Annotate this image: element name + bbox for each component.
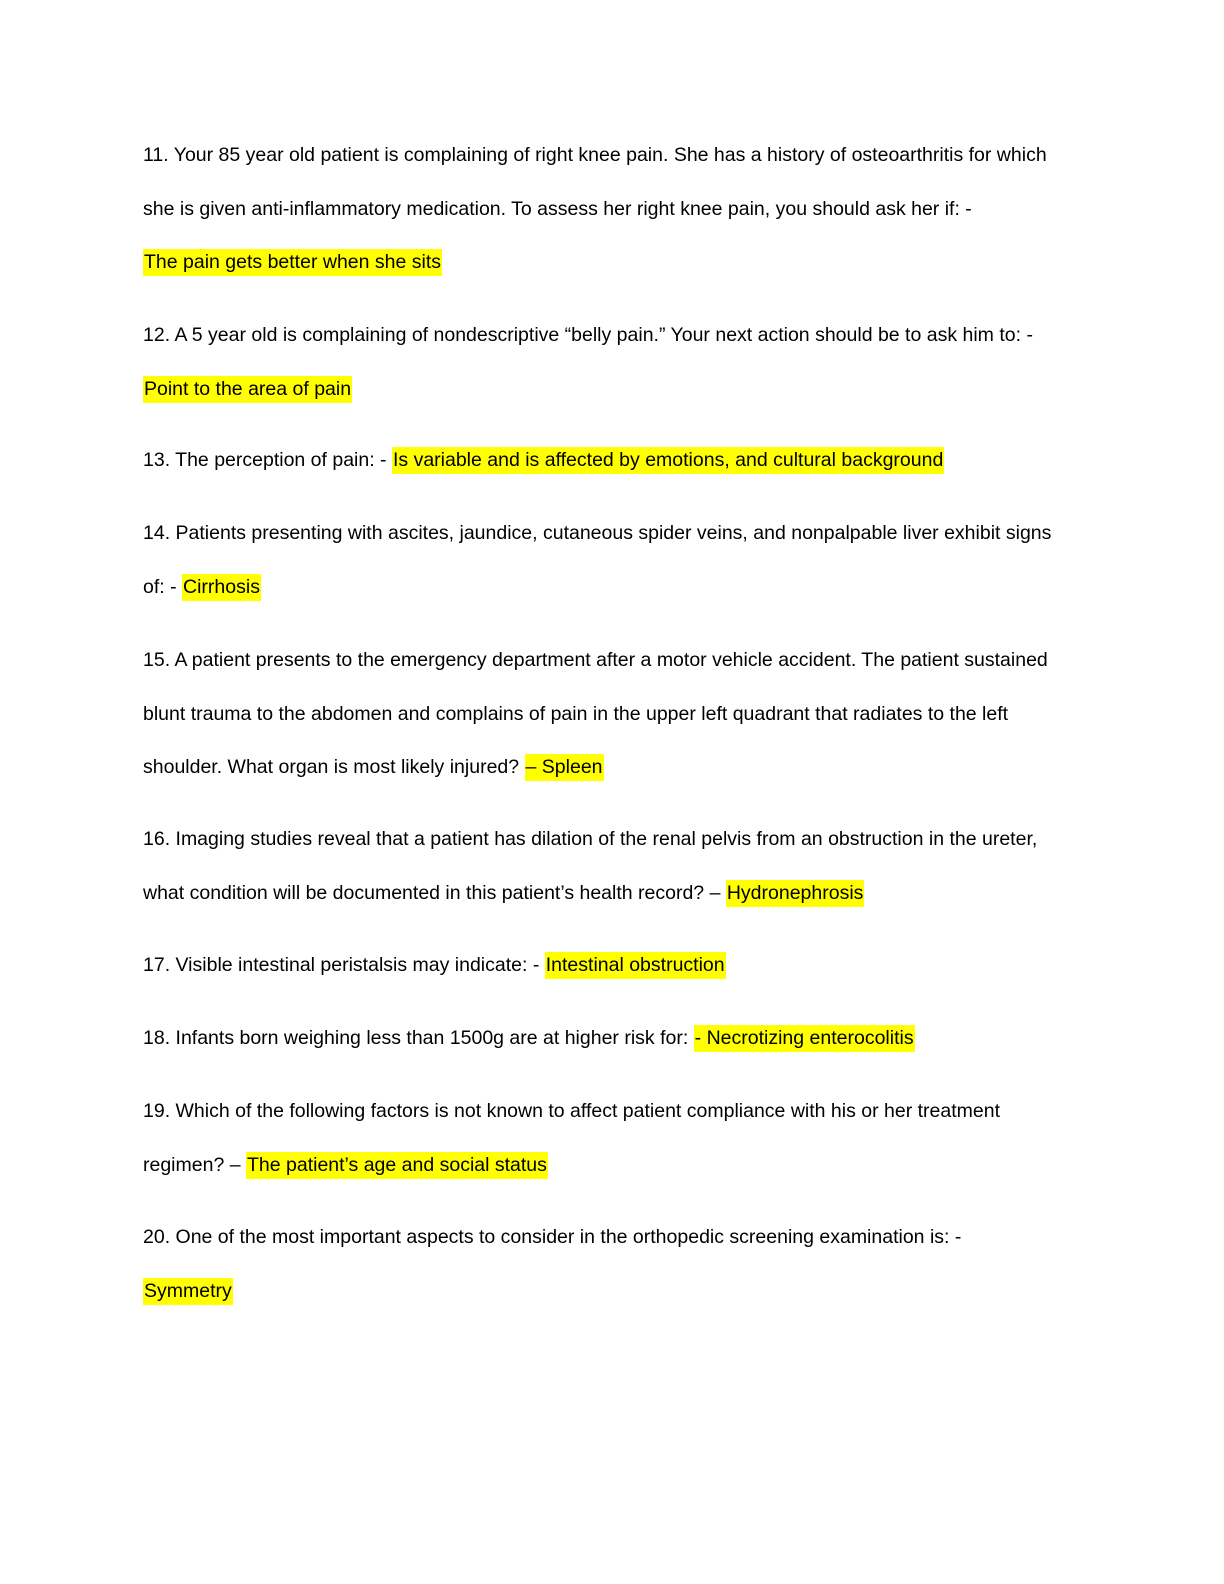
question-text: 16. Imaging studies reveal that a patient has dilation of the renal pelvis from an obstruction in the ureter, what condition will be documented in this patient’s health record? –: [143, 828, 1038, 904]
highlighted-answer: Symmetry: [143, 1278, 233, 1305]
question-text: 14. Patients presenting with ascites, jaundice, cutaneous spider veins, and nonpalpable liver exhibit signs of: -: [143, 522, 1052, 598]
question-text: 11. Your 85 year old patient is complaining of right knee pain. She has a history of osteoarthritis for which she is given anti-inflammatory medication. To assess her right knee pain, you should ask her if: -: [143, 144, 1047, 220]
question-11: [143, 129, 1078, 290]
question-15: [143, 634, 1078, 795]
highlighted-answer: Hydronephrosis: [726, 880, 865, 907]
question-text: 15. A patient presents to the emergency department after a motor vehicle accident. The patient sustained blunt trauma to the abdomen and complains of pain in the upper left quadrant that radiates to the left shoulder. What organ is most likely injured?: [143, 649, 1048, 778]
question-18: [143, 1012, 1078, 1066]
question-text: 17. Visible intestinal peristalsis may indicate: -: [143, 954, 540, 976]
question-text: 12. A 5 year old is complaining of nondescriptive “belly pain.” Your next action should be to ask him to: -: [143, 324, 1033, 346]
question-text: 19. Which of the following factors is not known to affect patient compliance with his or her treatment regimen? –: [143, 1100, 1000, 1176]
question-text: 18. Infants born weighing less than 1500g are at higher risk for:: [143, 1027, 689, 1049]
highlighted-answer: The pain gets better when she sits: [143, 249, 442, 276]
question-12: [143, 309, 1078, 416]
question-13: [143, 434, 1078, 488]
question-20: [143, 1211, 1078, 1318]
highlighted-answer: Cirrhosis: [182, 574, 261, 601]
question-16: [143, 813, 1078, 920]
highlighted-answer: Intestinal obstruction: [545, 952, 726, 979]
question-text: 13. The perception of pain: -: [143, 449, 387, 471]
question-19: [143, 1085, 1078, 1192]
question-text: 20. One of the most important aspects to consider in the orthopedic screening examination is: -: [143, 1226, 962, 1248]
highlighted-answer: The patient’s age and social status: [246, 1152, 548, 1179]
highlighted-answer: – Spleen: [525, 754, 604, 781]
highlighted-answer: Point to the area of pain: [143, 376, 352, 403]
question-17: [143, 939, 1078, 993]
question-14: [143, 507, 1078, 614]
highlighted-answer: Is variable and is affected by emotions, and cultural background: [392, 447, 944, 474]
highlighted-answer: - Necrotizing enterocolitis: [694, 1025, 915, 1052]
